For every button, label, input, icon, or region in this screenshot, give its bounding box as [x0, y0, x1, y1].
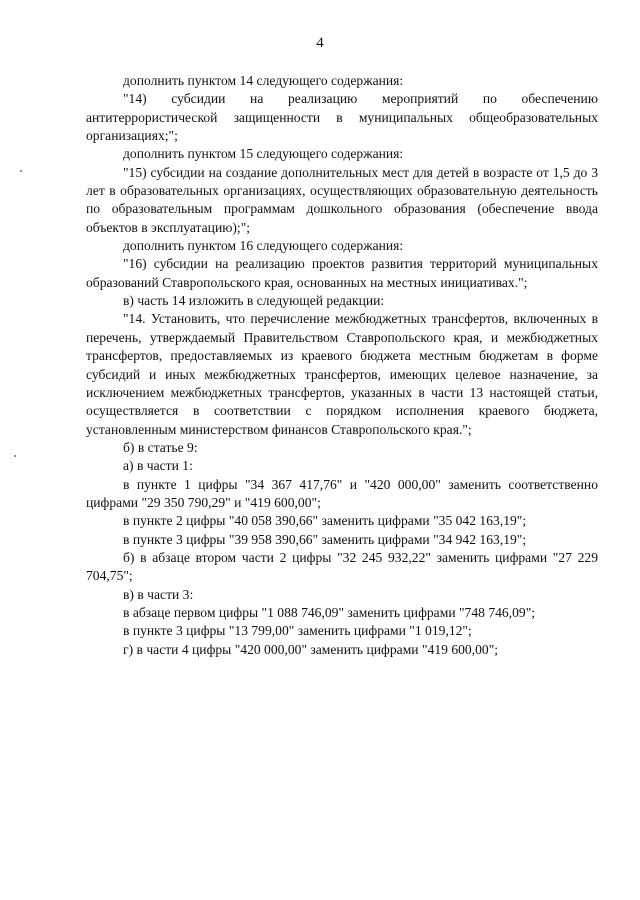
paragraph: "14. Установить, что перечисление межбюджетных трансфертов, включенных в перечень, утверждаемый Правительством Ставропольского края, и межбюджетных трансфертов, предоставляемых из краевого бюджета местным бюджетам в форме субсидий и иных межбюджетных трансфертов, имеющих целевое назначение, за исключением межбюджетных трансфертов, указанных в части 13 настоящей статьи, осуществляется в соответствии с порядком исполнения краевого бюджета, установленным министерством финансов Ставропольского края.";	[86, 311, 598, 437]
paragraph: а) в части 1:	[123, 458, 193, 474]
paragraph: в пункте 3 цифры "39 958 390,66" заменить цифрами "34 942 163,19";	[123, 531, 527, 547]
paragraph: в) часть 14 изложить в следующей редакции:	[123, 293, 385, 309]
paragraph: в) в части 3:	[123, 586, 194, 602]
document-body	[86, 72, 598, 659]
paragraph: дополнить пунктом 15 следующего содержания:	[123, 146, 404, 162]
paragraph: б) в абзаце втором части 2 цифры "32 245 932,22" заменить цифрами "27 229 704,75";	[86, 549, 598, 584]
scan-speck	[14, 455, 16, 457]
paragraph: "16) субсидии на реализацию проектов развития территорий муниципальных образований Ставропольского края, основанных на местных инициативах.";	[86, 256, 598, 290]
paragraph: б) в статье 9:	[123, 439, 198, 455]
paragraph: в пункте 1 цифры "34 367 417,76" и "420 000,00" заменить соответственно цифрами "29 350 790,29" и "419 600,00";	[86, 476, 598, 510]
paragraph: г) в части 4 цифры "420 000,00" заменить цифрами "419 600,00";	[123, 641, 499, 657]
paragraph: дополнить пунктом 16 следующего содержания:	[123, 238, 404, 254]
paragraph: "15) субсидии на создание дополнительных мест для детей в возрасте от 1,5 до 3 лет в образовательных организациях, осуществляющих образовательную деятельность по образовательным программам дошкольного образования (обеспечение ввода объектов в эксплуатацию);";	[86, 164, 598, 235]
paragraph: дополнить пунктом 14 следующего содержания:	[123, 73, 404, 88]
scan-speck	[20, 170, 22, 172]
paragraph: в абзаце первом цифры "1 088 746,09" заменить цифрами "748 746,09";	[123, 604, 536, 620]
paragraph: в пункте 3 цифры "13 799,00" заменить цифрами "1 019,12";	[123, 623, 472, 639]
paragraph: в пункте 2 цифры "40 058 390,66" заменить цифрами "35 042 163,19";	[123, 513, 527, 529]
page-number: 4	[316, 35, 324, 51]
paragraph: "14) субсидии на реализацию мероприятий по обеспечению антитеррористической защищенности в муниципальных общеобразовательных организациях;";	[86, 91, 598, 144]
